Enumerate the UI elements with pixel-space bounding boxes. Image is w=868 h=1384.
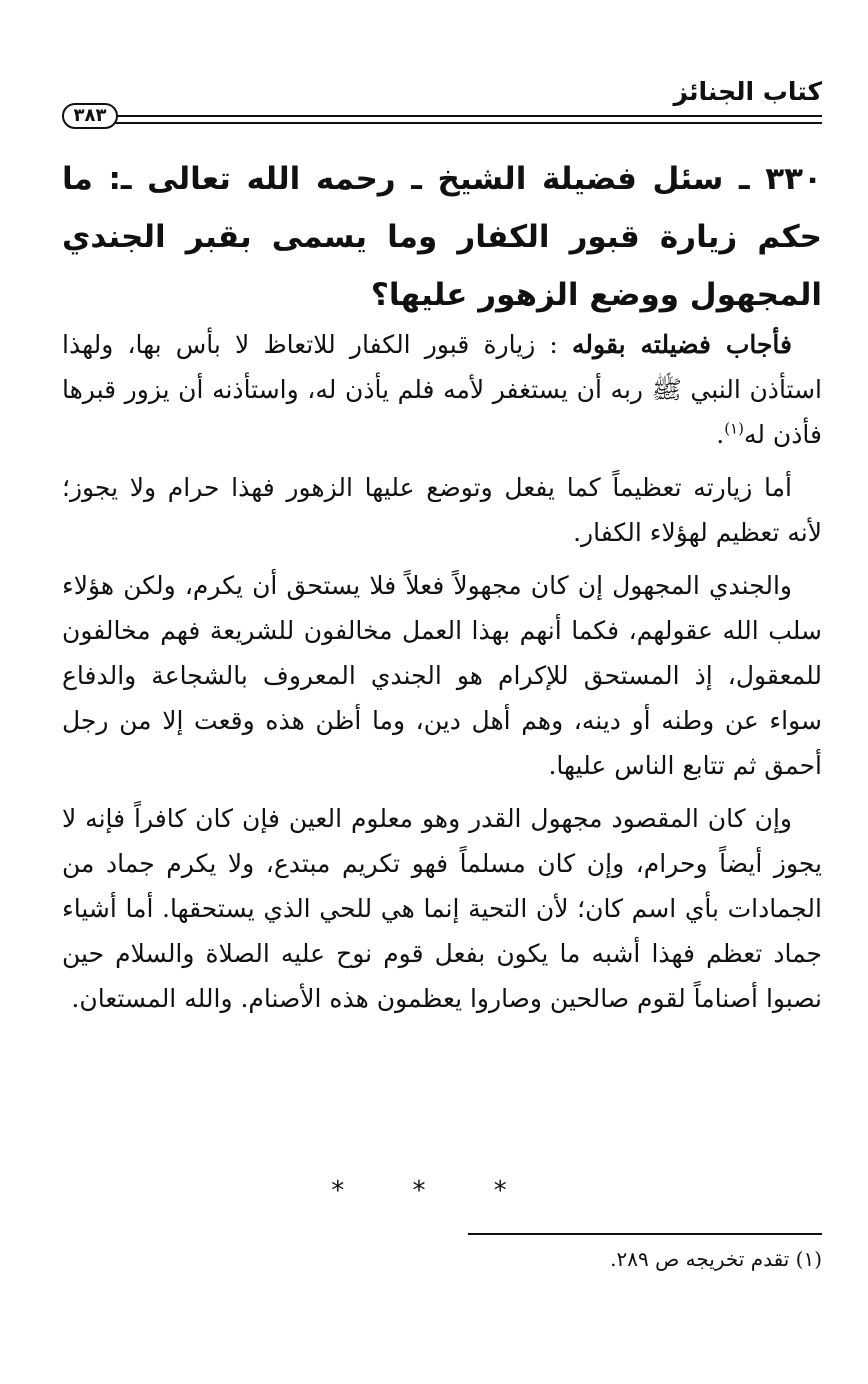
answer-paragraph-1-end: . [716, 420, 725, 449]
answer-body [62, 322, 822, 1029]
book-title: كتاب الجنائز [673, 77, 822, 106]
answer-paragraph-3: والجندي المجهول إن كان مجهولاً فعلاً فلا يستحق أن يكرم، ولكن هؤلاء سلب الله عقولهم، فكما أنهم بهذا العمل مخالفون للشريعة فهم مخالفون للمعقول، إذ المستحق للإكرام هو الجندي المعروف بالشجاعة والدفاع سواء عن وطنه أو دينه، وهم أهل دين، وما أظن هذه وقعت إلا من رجل أحمق ثم تتابع الناس عليها. [62, 571, 822, 780]
header-rule [110, 115, 822, 124]
question-heading: ٣٣٠ ـ سئل فضيلة الشيخ ـ رحمه الله تعالى ـ: ما حكم زيارة قبور الكفار وما يسمى بقبر الجندي المجهول ووضع الزهور عليها؟ [62, 161, 822, 313]
answer-lead: فأجاب فضيلته بقوله [572, 330, 792, 359]
answer-paragraph-4: وإن كان المقصود مجهول القدر وهو معلوم العين فإن كان كافراً فإنه لا يجوز أيضاً وحرام، وإن كان مسلماً فهو تكريم مبتدع، ولا يكرم جماد من الجمادات بأي اسم كان؛ لأن التحية إنما هي للحي الذي يستحقها. أما أشياء جماد تعظم فهذا أشبه ما يكون بفعل قوم نوح عليه الصلاة والسلام حين نصبوا أصناماً لقوم صالحين وصاروا يعظمون هذه الأصنام. والله المستعان. [62, 804, 822, 1013]
footnote: (١) تقدم تخريجه ص ٢٨٩. [610, 1247, 822, 1271]
footnote-rule [468, 1233, 822, 1235]
answer-paragraph-1-text: : زيارة قبور الكفار للاتعاظ لا بأس بها، ولهذا استأذن النبي ﷺ ربه أن يستغفر لأمه فلم يأذن له، واستأذنه أن يزور قبرها فأذن له [62, 330, 822, 449]
answer-paragraph-1 [62, 322, 822, 457]
section-separator: * * * [331, 1176, 537, 1206]
running-header [62, 76, 822, 136]
footnote-reference[interactable]: (١) [724, 419, 744, 438]
page-number: ٣٨٣ [62, 103, 118, 129]
answer-paragraph-2: أما زيارته تعظيماً كما يفعل وتوضع عليها الزهور فهذا حرام ولا يجوز؛ لأنه تعظيم لهؤلاء الكفار. [62, 473, 822, 547]
